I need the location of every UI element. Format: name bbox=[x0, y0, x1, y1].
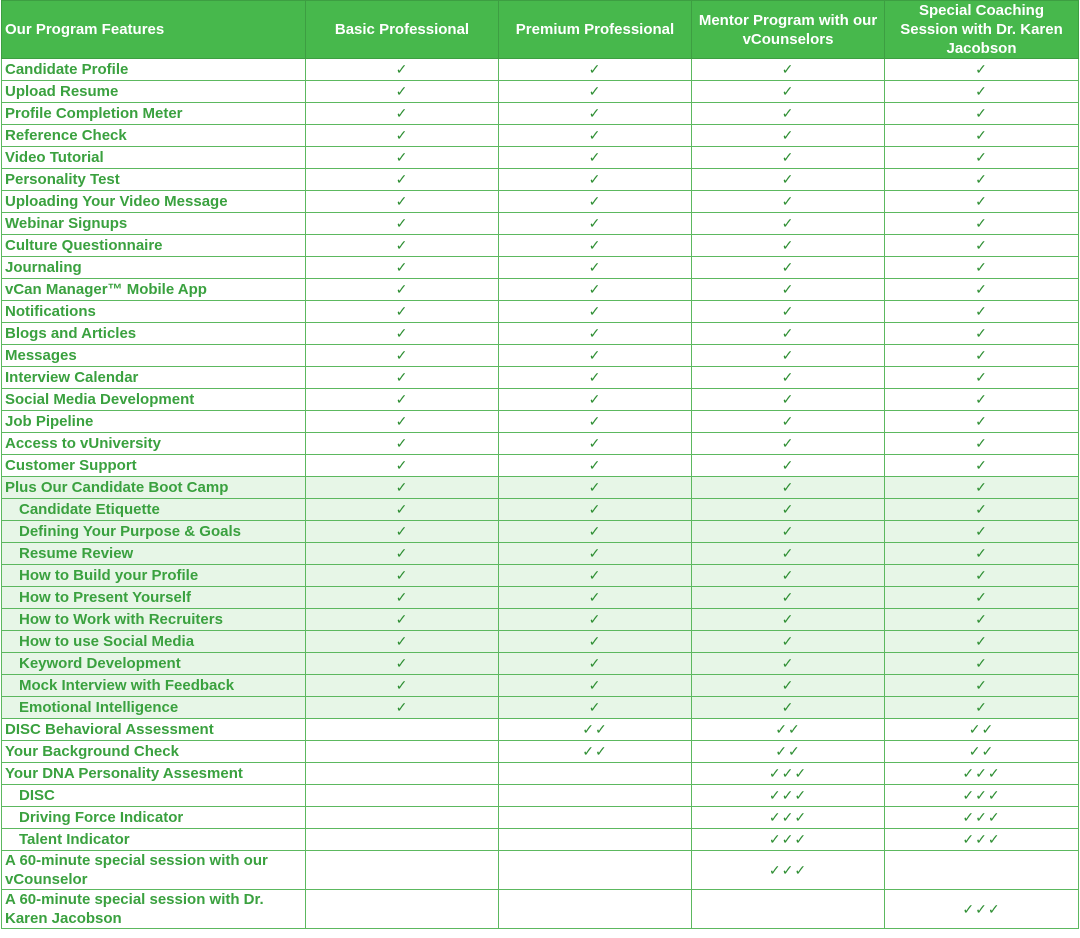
table-row bbox=[2, 81, 1079, 103]
check-icon: ✓ bbox=[306, 411, 499, 433]
check-icon: ✓ bbox=[885, 81, 1079, 103]
empty-cell bbox=[499, 890, 692, 929]
check-icon: ✓ bbox=[499, 345, 692, 367]
check-icon: ✓ bbox=[499, 213, 692, 235]
check-icon: ✓ bbox=[499, 543, 692, 565]
check-icon: ✓ bbox=[885, 609, 1079, 631]
check-icon: ✓ bbox=[885, 301, 1079, 323]
check-icon: ✓ bbox=[306, 323, 499, 345]
check-icon: ✓ bbox=[692, 675, 885, 697]
check-icon: ✓✓ bbox=[692, 719, 885, 741]
empty-cell bbox=[306, 785, 499, 807]
header-special-coaching: Special Coaching Session with Dr. Karen Jacobson bbox=[885, 1, 1079, 59]
table-row bbox=[2, 543, 1079, 565]
empty-cell bbox=[306, 741, 499, 763]
table-row bbox=[2, 653, 1079, 675]
check-icon: ✓ bbox=[885, 631, 1079, 653]
empty-cell bbox=[306, 763, 499, 785]
empty-cell bbox=[306, 890, 499, 929]
check-icon: ✓ bbox=[306, 455, 499, 477]
check-icon: ✓ bbox=[306, 675, 499, 697]
table-row bbox=[2, 345, 1079, 367]
check-icon: ✓ bbox=[885, 543, 1079, 565]
feature-cell: How to Work with Recruiters bbox=[2, 609, 306, 631]
table-row bbox=[2, 785, 1079, 807]
feature-cell: A 60-minute special session with Dr. Karen Jacobson bbox=[2, 890, 306, 929]
check-icon: ✓ bbox=[885, 565, 1079, 587]
check-icon: ✓ bbox=[499, 675, 692, 697]
table-row bbox=[2, 389, 1079, 411]
check-icon: ✓ bbox=[885, 323, 1079, 345]
empty-cell bbox=[306, 851, 499, 890]
table-row bbox=[2, 125, 1079, 147]
check-icon: ✓ bbox=[499, 433, 692, 455]
check-icon: ✓ bbox=[692, 653, 885, 675]
check-icon: ✓ bbox=[885, 59, 1079, 81]
check-icon: ✓ bbox=[499, 653, 692, 675]
feature-cell: Notifications bbox=[2, 301, 306, 323]
check-icon: ✓ bbox=[499, 257, 692, 279]
feature-cell: Candidate Profile bbox=[2, 59, 306, 81]
table-row bbox=[2, 499, 1079, 521]
check-icon: ✓ bbox=[499, 169, 692, 191]
check-icon: ✓ bbox=[885, 477, 1079, 499]
table-row bbox=[2, 807, 1079, 829]
check-icon: ✓ bbox=[885, 279, 1079, 301]
feature-cell: Keyword Development bbox=[2, 653, 306, 675]
check-icon: ✓ bbox=[885, 257, 1079, 279]
program-features-table bbox=[1, 0, 1079, 929]
feature-cell: Candidate Etiquette bbox=[2, 499, 306, 521]
check-icon: ✓ bbox=[692, 103, 885, 125]
check-icon: ✓ bbox=[499, 455, 692, 477]
check-icon: ✓ bbox=[692, 697, 885, 719]
check-icon: ✓ bbox=[885, 521, 1079, 543]
check-icon: ✓ bbox=[306, 345, 499, 367]
empty-cell bbox=[306, 807, 499, 829]
check-icon: ✓ bbox=[306, 213, 499, 235]
check-icon: ✓ bbox=[692, 543, 885, 565]
check-icon: ✓ bbox=[499, 191, 692, 213]
feature-cell: Job Pipeline bbox=[2, 411, 306, 433]
table-row bbox=[2, 103, 1079, 125]
check-icon: ✓ bbox=[692, 477, 885, 499]
check-icon: ✓ bbox=[692, 213, 885, 235]
empty-cell bbox=[692, 890, 885, 929]
check-icon: ✓ bbox=[306, 433, 499, 455]
check-icon: ✓ bbox=[885, 345, 1079, 367]
check-icon: ✓ bbox=[499, 411, 692, 433]
feature-cell: Your DNA Personality Assesment bbox=[2, 763, 306, 785]
table-row bbox=[2, 829, 1079, 851]
check-icon: ✓ bbox=[306, 279, 499, 301]
check-icon: ✓✓✓ bbox=[692, 829, 885, 851]
table-row bbox=[2, 609, 1079, 631]
feature-cell: Culture Questionnaire bbox=[2, 235, 306, 257]
feature-cell: Upload Resume bbox=[2, 81, 306, 103]
check-icon: ✓ bbox=[885, 213, 1079, 235]
feature-cell: Talent Indicator bbox=[2, 829, 306, 851]
check-icon: ✓ bbox=[885, 653, 1079, 675]
check-icon: ✓ bbox=[306, 565, 499, 587]
check-icon: ✓ bbox=[885, 587, 1079, 609]
empty-cell bbox=[499, 807, 692, 829]
empty-cell bbox=[499, 829, 692, 851]
check-icon: ✓ bbox=[885, 433, 1079, 455]
table-row bbox=[2, 191, 1079, 213]
check-icon: ✓ bbox=[499, 499, 692, 521]
check-icon: ✓ bbox=[885, 411, 1079, 433]
empty-cell bbox=[885, 851, 1079, 890]
header-premium-professional: Premium Professional bbox=[499, 1, 692, 59]
check-icon: ✓ bbox=[306, 609, 499, 631]
check-icon: ✓ bbox=[885, 697, 1079, 719]
check-icon: ✓ bbox=[306, 521, 499, 543]
feature-cell: Emotional Intelligence bbox=[2, 697, 306, 719]
feature-cell: How to use Social Media bbox=[2, 631, 306, 653]
check-icon: ✓ bbox=[692, 323, 885, 345]
check-icon: ✓✓ bbox=[885, 741, 1079, 763]
feature-cell: Defining Your Purpose & Goals bbox=[2, 521, 306, 543]
check-icon: ✓ bbox=[885, 389, 1079, 411]
table-row bbox=[2, 521, 1079, 543]
table-row bbox=[2, 631, 1079, 653]
check-icon: ✓ bbox=[306, 653, 499, 675]
check-icon: ✓ bbox=[692, 499, 885, 521]
check-icon: ✓ bbox=[499, 59, 692, 81]
table-row bbox=[2, 411, 1079, 433]
check-icon: ✓✓✓ bbox=[692, 785, 885, 807]
feature-cell: Profile Completion Meter bbox=[2, 103, 306, 125]
feature-cell: Video Tutorial bbox=[2, 147, 306, 169]
table-row bbox=[2, 301, 1079, 323]
check-icon: ✓✓✓ bbox=[885, 763, 1079, 785]
empty-cell bbox=[306, 829, 499, 851]
header-basic-professional: Basic Professional bbox=[306, 1, 499, 59]
table-row bbox=[2, 455, 1079, 477]
check-icon: ✓ bbox=[499, 301, 692, 323]
check-icon: ✓ bbox=[499, 609, 692, 631]
check-icon: ✓ bbox=[692, 367, 885, 389]
check-icon: ✓ bbox=[306, 543, 499, 565]
feature-cell: vCan Manager™ Mobile App bbox=[2, 279, 306, 301]
feature-cell: Webinar Signups bbox=[2, 213, 306, 235]
check-icon: ✓ bbox=[306, 631, 499, 653]
check-icon: ✓✓✓ bbox=[692, 807, 885, 829]
check-icon: ✓ bbox=[692, 565, 885, 587]
check-icon: ✓ bbox=[692, 631, 885, 653]
table-row bbox=[2, 719, 1079, 741]
check-icon: ✓ bbox=[692, 235, 885, 257]
check-icon: ✓ bbox=[306, 125, 499, 147]
check-icon: ✓ bbox=[499, 389, 692, 411]
feature-cell: Driving Force Indicator bbox=[2, 807, 306, 829]
table-row bbox=[2, 433, 1079, 455]
table-row bbox=[2, 323, 1079, 345]
table-row bbox=[2, 279, 1079, 301]
check-icon: ✓✓✓ bbox=[692, 763, 885, 785]
feature-cell: Resume Review bbox=[2, 543, 306, 565]
check-icon: ✓ bbox=[885, 103, 1079, 125]
table-row bbox=[2, 851, 1079, 890]
check-icon: ✓ bbox=[306, 169, 499, 191]
check-icon: ✓ bbox=[499, 631, 692, 653]
table-row bbox=[2, 147, 1079, 169]
check-icon: ✓ bbox=[885, 499, 1079, 521]
table-row bbox=[2, 565, 1079, 587]
table-row bbox=[2, 213, 1079, 235]
feature-cell: Blogs and Articles bbox=[2, 323, 306, 345]
check-icon: ✓✓ bbox=[499, 741, 692, 763]
check-icon: ✓ bbox=[499, 323, 692, 345]
header-mentor-program: Mentor Program with our vCounselors bbox=[692, 1, 885, 59]
table-row bbox=[2, 697, 1079, 719]
feature-cell: Uploading Your Video Message bbox=[2, 191, 306, 213]
feature-cell: Access to vUniversity bbox=[2, 433, 306, 455]
check-icon: ✓ bbox=[692, 521, 885, 543]
empty-cell bbox=[499, 851, 692, 890]
check-icon: ✓ bbox=[692, 147, 885, 169]
check-icon: ✓ bbox=[885, 455, 1079, 477]
check-icon: ✓ bbox=[306, 59, 499, 81]
check-icon: ✓ bbox=[499, 587, 692, 609]
check-icon: ✓ bbox=[692, 389, 885, 411]
check-icon: ✓ bbox=[692, 191, 885, 213]
feature-cell: Mock Interview with Feedback bbox=[2, 675, 306, 697]
table-row bbox=[2, 890, 1079, 929]
check-icon: ✓ bbox=[499, 565, 692, 587]
check-icon: ✓ bbox=[885, 125, 1079, 147]
check-icon: ✓ bbox=[306, 301, 499, 323]
check-icon: ✓ bbox=[692, 257, 885, 279]
check-icon: ✓ bbox=[692, 301, 885, 323]
check-icon: ✓✓✓ bbox=[692, 851, 885, 890]
table-row bbox=[2, 235, 1079, 257]
check-icon: ✓✓ bbox=[885, 719, 1079, 741]
feature-cell: Interview Calendar bbox=[2, 367, 306, 389]
table-row bbox=[2, 587, 1079, 609]
check-icon: ✓ bbox=[885, 169, 1079, 191]
table-header-row bbox=[2, 1, 1079, 59]
check-icon: ✓ bbox=[692, 587, 885, 609]
feature-cell: DISC Behavioral Assessment bbox=[2, 719, 306, 741]
feature-cell: How to Present Yourself bbox=[2, 587, 306, 609]
feature-cell: Personality Test bbox=[2, 169, 306, 191]
check-icon: ✓ bbox=[306, 389, 499, 411]
check-icon: ✓✓✓ bbox=[885, 890, 1079, 929]
empty-cell bbox=[499, 763, 692, 785]
check-icon: ✓ bbox=[306, 191, 499, 213]
feature-cell: Social Media Development bbox=[2, 389, 306, 411]
feature-cell: DISC bbox=[2, 785, 306, 807]
check-icon: ✓ bbox=[692, 455, 885, 477]
feature-cell: Journaling bbox=[2, 257, 306, 279]
header-features: Our Program Features bbox=[2, 1, 306, 59]
check-icon: ✓ bbox=[306, 499, 499, 521]
check-icon: ✓ bbox=[692, 411, 885, 433]
table-row bbox=[2, 367, 1079, 389]
check-icon: ✓ bbox=[692, 345, 885, 367]
check-icon: ✓ bbox=[499, 147, 692, 169]
table-row bbox=[2, 169, 1079, 191]
feature-cell: Customer Support bbox=[2, 455, 306, 477]
check-icon: ✓ bbox=[499, 81, 692, 103]
feature-cell: Plus Our Candidate Boot Camp bbox=[2, 477, 306, 499]
check-icon: ✓ bbox=[499, 367, 692, 389]
check-icon: ✓ bbox=[499, 697, 692, 719]
table-row bbox=[2, 59, 1079, 81]
check-icon: ✓ bbox=[499, 235, 692, 257]
feature-cell: Reference Check bbox=[2, 125, 306, 147]
check-icon: ✓ bbox=[306, 235, 499, 257]
check-icon: ✓ bbox=[499, 125, 692, 147]
empty-cell bbox=[499, 785, 692, 807]
check-icon: ✓ bbox=[306, 697, 499, 719]
table-row bbox=[2, 741, 1079, 763]
check-icon: ✓ bbox=[885, 235, 1079, 257]
check-icon: ✓ bbox=[692, 609, 885, 631]
empty-cell bbox=[306, 719, 499, 741]
check-icon: ✓ bbox=[499, 477, 692, 499]
feature-cell: A 60-minute special session with our vCounselor bbox=[2, 851, 306, 890]
feature-cell: Your Background Check bbox=[2, 741, 306, 763]
check-icon: ✓✓ bbox=[692, 741, 885, 763]
check-icon: ✓✓ bbox=[499, 719, 692, 741]
check-icon: ✓ bbox=[885, 191, 1079, 213]
check-icon: ✓✓✓ bbox=[885, 829, 1079, 851]
check-icon: ✓ bbox=[306, 147, 499, 169]
check-icon: ✓ bbox=[692, 433, 885, 455]
table-row bbox=[2, 763, 1079, 785]
check-icon: ✓ bbox=[692, 169, 885, 191]
check-icon: ✓ bbox=[499, 279, 692, 301]
table-row bbox=[2, 477, 1079, 499]
check-icon: ✓ bbox=[306, 367, 499, 389]
check-icon: ✓ bbox=[499, 103, 692, 125]
check-icon: ✓ bbox=[692, 279, 885, 301]
check-icon: ✓ bbox=[885, 367, 1079, 389]
check-icon: ✓ bbox=[306, 81, 499, 103]
table-row bbox=[2, 675, 1079, 697]
check-icon: ✓ bbox=[306, 477, 499, 499]
table-body bbox=[2, 59, 1079, 929]
check-icon: ✓ bbox=[885, 147, 1079, 169]
feature-cell: Messages bbox=[2, 345, 306, 367]
check-icon: ✓ bbox=[692, 59, 885, 81]
check-icon: ✓✓✓ bbox=[885, 785, 1079, 807]
check-icon: ✓ bbox=[499, 521, 692, 543]
check-icon: ✓ bbox=[306, 103, 499, 125]
check-icon: ✓ bbox=[306, 257, 499, 279]
check-icon: ✓ bbox=[306, 587, 499, 609]
feature-cell: How to Build your Profile bbox=[2, 565, 306, 587]
check-icon: ✓ bbox=[885, 675, 1079, 697]
check-icon: ✓ bbox=[692, 81, 885, 103]
check-icon: ✓✓✓ bbox=[885, 807, 1079, 829]
check-icon: ✓ bbox=[692, 125, 885, 147]
table-row bbox=[2, 257, 1079, 279]
